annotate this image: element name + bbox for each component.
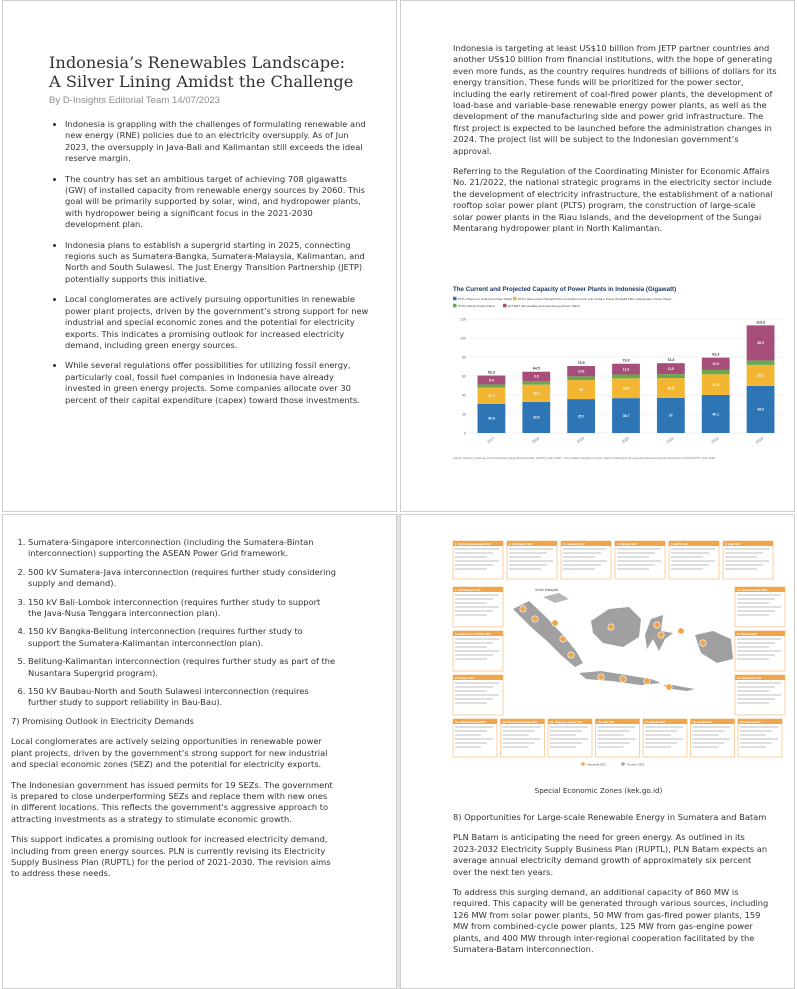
sez-card bbox=[507, 541, 557, 579]
sez-card-frame bbox=[596, 719, 640, 757]
sez-card bbox=[615, 541, 665, 579]
sez-card bbox=[738, 719, 782, 757]
sez-card bbox=[453, 587, 503, 627]
sez-pin bbox=[644, 678, 650, 684]
papua-island bbox=[695, 631, 733, 663]
capacity-chart bbox=[453, 283, 788, 473]
data-label: 49.6 bbox=[757, 407, 764, 412]
sez-card bbox=[596, 719, 640, 757]
bar-segment bbox=[747, 360, 775, 364]
sez-card-frame bbox=[615, 541, 665, 579]
bar-segment bbox=[522, 381, 550, 385]
sez-card-frame bbox=[453, 719, 497, 757]
y-tick-label: 100 bbox=[460, 336, 466, 341]
bar-segment bbox=[702, 370, 730, 374]
list-item: 6. 150 kV Baubau-North and South Sulawesi interconnection (requires further study to support reliability in Bau-Bau). bbox=[28, 686, 336, 709]
legend-label: Tourism SEZ bbox=[627, 762, 645, 767]
y-tick-label: 20 bbox=[462, 412, 466, 417]
legend-swatch bbox=[453, 297, 457, 301]
document-page-1 bbox=[2, 0, 397, 512]
sez-card-frame bbox=[669, 541, 719, 579]
x-tick-label: 2023* bbox=[754, 435, 765, 445]
list-item: 2. 500 kV Sumatera-Java interconnection (requires further study considering supply and demand). bbox=[28, 567, 336, 590]
legend-item bbox=[503, 304, 580, 308]
sez-card-title: 15. Tanjung Lesung SEZ bbox=[550, 719, 583, 724]
sez-card-title: 10. Lhokseumawe SEZ bbox=[737, 587, 768, 592]
legend-label: PLTU (Steam or Coal-Fire Power Plant) bbox=[458, 297, 513, 301]
sez-card-frame bbox=[507, 541, 557, 579]
legend-swatch bbox=[581, 762, 585, 766]
list-item: 4. 150 kV Bangka-Belitung interconnection (requires further study to support the Sumatera-Kalimantan interconnection plan). bbox=[28, 626, 336, 649]
sez-card-title: 14. Tanjung Kelayang SEZ bbox=[502, 719, 538, 724]
map-legend bbox=[581, 762, 644, 766]
sez-pin bbox=[560, 636, 566, 642]
sez-card-frame bbox=[561, 541, 611, 579]
sez-pin bbox=[552, 620, 558, 626]
sez-card bbox=[501, 719, 545, 757]
list-item: 3. 150 kV Bali-Lombok interconnection (requires further study to support the Java-Nusa Tenggara interconnection plan). bbox=[28, 597, 336, 620]
interconnection-list bbox=[11, 537, 336, 709]
data-label: 32.8 bbox=[532, 415, 540, 420]
total-label: 74.3 bbox=[667, 358, 675, 363]
bullet-item: • Indonesia is grappling with the challenges of formulating renewable and new energy (RNE) policies due to an electricity oversupply. As of Jun 2023, the oversupply in Java-Bali and Kalimantan still exceeds the ideal reserve margin. bbox=[65, 119, 370, 165]
document-page-4 bbox=[400, 514, 795, 989]
data-label: 20.8 bbox=[667, 386, 675, 391]
legend-label: PLT EBT (Renewable and New Energy Power Plant) bbox=[508, 304, 580, 308]
bar-segment bbox=[657, 374, 685, 378]
sez-card-title: 17. Kendal SEZ bbox=[645, 719, 666, 724]
legend-swatch bbox=[513, 297, 517, 301]
bar-segment bbox=[612, 374, 640, 378]
sez-pin bbox=[608, 624, 614, 630]
map-label: South Malaysia bbox=[535, 588, 559, 592]
sez-pin bbox=[598, 674, 604, 680]
chart-source: Source: Ministry of Energy, PLN's Electricity Supply Business Plan (RUPTL) 2021-2030 • *The installed capacity of power plants in 2023 plus the targeted additional capacity according to PLN's RUPTL 2021-2030 bbox=[453, 456, 715, 460]
sez-card bbox=[548, 719, 592, 757]
figure-caption: Special Economic Zones (kek.go.id) bbox=[534, 786, 663, 795]
sez-card-title: 19. Sorong SEZ bbox=[740, 719, 761, 724]
key-points-list bbox=[49, 119, 370, 415]
sez-card bbox=[723, 541, 773, 579]
x-tick-label: 2018 bbox=[531, 436, 541, 445]
section-title: 7) Promising Outlook in Electricity Demands bbox=[11, 715, 194, 726]
bullet-item: • Indonesia plans to establish a supergrid starting in 2025, connecting regions such as Sumatera-Bangka, Sumatera-Malaysia, Kalimantan, and North and South Sulawesi. The Just Energy Transition Partnership (JETP) potentially supports this initiative. bbox=[65, 240, 370, 286]
sez-card bbox=[735, 631, 785, 671]
bullet-item: • Local conglomerates are actively pursuing opportunities in renewable power plant projects, driven by the government’s strong support for new industrial and special economic zones and the potential for electricity exports. This indicates a promising outlook for increased electricity demand, including green energy sources. bbox=[65, 294, 370, 351]
sez-pin bbox=[678, 628, 684, 634]
sez-pin bbox=[654, 622, 660, 628]
legend-item bbox=[453, 297, 512, 301]
legend-item bbox=[513, 297, 671, 301]
sez-pin bbox=[568, 652, 574, 658]
sez-card-title: 7. Sei Mangkei SEZ bbox=[455, 587, 481, 592]
x-tick-label: 2022 bbox=[710, 436, 720, 445]
paragraph: Local conglomerates are actively seizing opportunities in renewable power plant projects, driven by the government’s strong support for new industrial and special economic zones (SEZ) and the potential for electricity exports. bbox=[11, 736, 328, 770]
total-label: 64.5 bbox=[532, 366, 540, 371]
list-item: 1. Sumatera-Singapore interconnection (including the Sumatera-Bintan interconnection) supporting the ASEAN Power Grid framework. bbox=[28, 537, 336, 560]
indonesia-map bbox=[513, 588, 733, 691]
sez-pin bbox=[658, 632, 664, 638]
data-label: 12.9 bbox=[712, 362, 720, 367]
sez-card-title: 4. Morotai SEZ bbox=[617, 541, 637, 546]
sez-card bbox=[735, 587, 785, 627]
sez-pin bbox=[520, 606, 526, 612]
legend-label: PLTG (Gas power Plant)/PLTGU (Combined Cycle Gas Turbine Power Plant)/PLTMG (Gas Engine Power Plant) bbox=[518, 297, 672, 301]
data-label: 20 bbox=[579, 387, 584, 392]
paragraph: PLN Batam is anticipating the need for green energy. As outlined in its 2023-2032 Electricity Supply Business Plan (RUPTL), PLN Batam expects an average annual electricity demand growth of approximately six percent over the next ten years. bbox=[453, 832, 768, 877]
total-label: 73.3 bbox=[622, 358, 630, 363]
legend-label: PLTD (Diesel Power Plant) bbox=[458, 304, 495, 308]
data-label: 36.7 bbox=[622, 413, 630, 418]
data-label: 30.8 bbox=[488, 416, 495, 421]
paragraph: Indonesia is targeting at least US$10 billion from JETP partner countries and another US$10 billion from financial institutions, with the hope of generating even more funds, as the country requires hundreds of billions of dollars for its energy transition. These funds will be prioritized for the power sector, including the early retirement of coal-fired power plants, the development of load-base and variable-base renewable energy power plants, as well as the development of the manufacturing side and power grid infrastructure. The first project is expected to be launched before the administration changes in 2024. The project list will be subject to the Indonesian government’s approval. bbox=[453, 43, 777, 156]
sez-card bbox=[453, 719, 497, 757]
sez-card-frame bbox=[548, 719, 592, 757]
sez-card-frame bbox=[691, 719, 735, 757]
bullet-item: • While several regulations offer possibilities for utilizing fossil energy, particularly coal, fossil fuel companies in Indonesia have already invested in green energy projects. Some companies allocate over 30 percent of their capital expenditure (capex) toward those investments. bbox=[65, 360, 370, 406]
total-label: 70.5 bbox=[577, 361, 585, 366]
data-label: 36.9 bbox=[757, 341, 764, 346]
sez-card-title: 1. Arun Lhokseumawe SEZ bbox=[455, 541, 491, 546]
paragraph: The Indonesian government has issued permits for 19 SEZs. The government is prepared to close underperforming SEZs and replace them with new ones in different locations. This reflects the government's aggressive approach to attracting investments as a strategy to stimulate economic growth. bbox=[11, 779, 333, 824]
data-label: 18.1 bbox=[532, 391, 540, 396]
sez-card-title: 2. Singhasari SEZ bbox=[509, 541, 533, 546]
data-label: 22.1 bbox=[757, 373, 764, 378]
sez-card-frame bbox=[723, 541, 773, 579]
legend-item bbox=[453, 304, 495, 308]
sez-card-title: 8. Batam Aero Technic SEZ bbox=[455, 631, 492, 636]
legend-label: Industrial SEZ bbox=[587, 762, 606, 767]
y-tick-label: 40 bbox=[462, 393, 466, 398]
data-label: 9.8 bbox=[533, 374, 539, 379]
malaysia-peninsula bbox=[543, 593, 569, 603]
sez-card bbox=[453, 631, 503, 671]
x-tick-label: 2017 bbox=[486, 436, 496, 445]
list-item: 5. Belitung-Kalimantan interconnection (requires further study as part of the Nusantara Supergrid program). bbox=[28, 656, 336, 679]
sez-card-title: 9. Nongsa SEZ bbox=[455, 675, 475, 680]
section-title: 8) Opportunities for Large-scale Renewable Energy in Sumatera and Batam bbox=[453, 812, 767, 822]
data-label: 11.3 bbox=[622, 367, 630, 372]
bar-segment bbox=[567, 376, 595, 380]
sez-card bbox=[453, 541, 503, 579]
data-label: 20.8 bbox=[622, 386, 630, 391]
sez-pin bbox=[700, 640, 706, 646]
data-label: 9.4 bbox=[489, 378, 494, 383]
kalimantan-island bbox=[591, 607, 641, 647]
bar-segment bbox=[478, 384, 506, 387]
sez-card bbox=[669, 541, 719, 579]
sez-card-title: 11. Bitung SEZ bbox=[737, 631, 757, 636]
sez-pin bbox=[666, 684, 672, 690]
y-tick-label: 0 bbox=[464, 431, 466, 436]
sez-card-frame bbox=[643, 719, 687, 757]
sez-card-title: 12. Mandalika SEZ bbox=[737, 675, 762, 680]
legend-swatch bbox=[621, 762, 625, 766]
paragraph: To address this surging demand, an additional capacity of 860 MW is required. This capacity will be generated through various sources, including 126 MW from solar power plants, 50 MW from gas-fired power plants, 159 MW from combined-cycle power plants, 125 MW from gas-engine power plants, and 400 MW through inter-regional cooperation facilitated by the Sumatera-Batam interconnection. bbox=[453, 887, 769, 955]
document-page-2 bbox=[400, 0, 795, 512]
data-label: 10.9 bbox=[577, 369, 585, 374]
total-label: 81.3 bbox=[712, 352, 720, 357]
sez-card-frame bbox=[738, 719, 782, 757]
x-tick-label: 2019 bbox=[576, 436, 585, 445]
sez-card-frame bbox=[501, 719, 545, 757]
sez-card bbox=[691, 719, 735, 757]
data-label: 40.1 bbox=[712, 412, 720, 417]
sez-card-title: 16. Lido SEZ bbox=[597, 719, 615, 724]
data-label: 11.5 bbox=[667, 366, 675, 371]
byline: By D-Insights Editorial Team 14/07/2023 bbox=[49, 95, 221, 106]
sez-card bbox=[561, 541, 611, 579]
sez-card-title: 13. Galang Batang SEZ bbox=[455, 719, 486, 724]
total-label: 113.3 bbox=[756, 320, 765, 325]
sez-card-title: 5. MBTK SEZ bbox=[671, 541, 689, 546]
y-tick-label: 120 bbox=[460, 317, 466, 322]
sez-pin bbox=[532, 616, 538, 622]
y-tick-label: 80 bbox=[462, 355, 466, 360]
sez-card-title: 18. Gresik SEZ bbox=[692, 719, 713, 724]
paragraph: This support indicates a promising outlook for increased electricity demand, including from green energy sources. PLN is currently revising its Electricity Supply Business Plan (RUPTL) for the period of 2021-2030. The revision aims to address these needs. bbox=[11, 834, 331, 879]
sez-card bbox=[643, 719, 687, 757]
data-label: 37 bbox=[668, 413, 673, 418]
data-label: 35.7 bbox=[577, 414, 585, 419]
sez-card-title: 3. Likupang SEZ bbox=[563, 541, 585, 546]
y-tick-label: 60 bbox=[462, 374, 466, 379]
data-label: 17.1 bbox=[488, 393, 495, 398]
sez-map-figure bbox=[451, 539, 787, 769]
legend-swatch bbox=[453, 304, 457, 308]
x-tick-label: 2020 bbox=[621, 436, 630, 445]
article-title: Indonesia’s Renewables Landscape: A Silver Lining Amidst the Challenge bbox=[49, 53, 354, 91]
bullet-item: • The country has set an ambitious target of achieving 708 gigawatts (GW) of installed capacity from renewable energy sources by 2060. This goal will be primarily supported by solar, wind, and hydropower plants, with hydropower being a significant focus in the 2021-2030 development plan. bbox=[65, 174, 370, 231]
sez-card bbox=[453, 675, 503, 715]
sez-card-title: 6. Palu SEZ bbox=[725, 541, 741, 546]
legend-swatch bbox=[503, 304, 507, 308]
x-tick-label: 2021 bbox=[665, 436, 675, 445]
paragraph: Referring to the Regulation of the Coordinating Minister for Economic Affairs No. 21/2022, the national strategic programs in the electricity sector include the development of electricity infrastructure, the establishment of a national rooftop solar power plant (PLTS) program, the construction of large-scale solar power plants in the Riau Islands, and the development of the Sungai Mentarang hydropower plant in North Kalimantan. bbox=[453, 166, 773, 234]
document-page-3 bbox=[2, 514, 397, 989]
total-label: 52.3 bbox=[487, 370, 495, 375]
sez-card-frame bbox=[453, 541, 503, 579]
sez-card bbox=[735, 675, 785, 715]
sez-pin bbox=[620, 676, 626, 682]
data-label: 21.8 bbox=[712, 382, 720, 387]
chart-title: The Current and Projected Capacity of Power Plants in Indonesia (Gigawatt) bbox=[453, 286, 677, 293]
